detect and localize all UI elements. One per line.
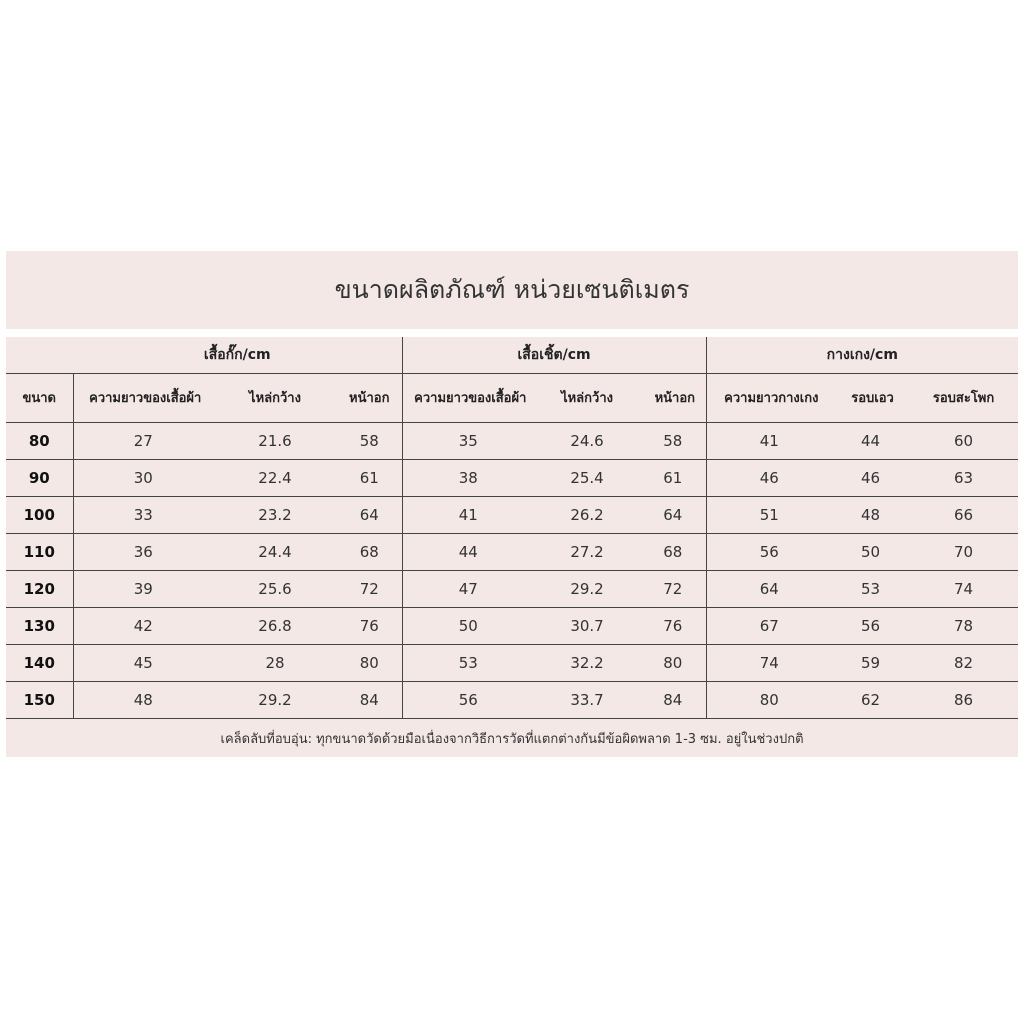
size-cell: 150 <box>6 682 73 719</box>
table-cell: 68 <box>337 534 402 571</box>
table-row <box>6 423 1018 460</box>
table-row <box>6 645 1018 682</box>
table-cell: 44 <box>832 423 909 460</box>
column-header-pants-length: ความยาวกางเกง <box>706 374 832 423</box>
table-cell: 22.4 <box>213 460 337 497</box>
table-body <box>6 423 1018 719</box>
table-cell: 39 <box>73 571 213 608</box>
table-cell: 48 <box>832 497 909 534</box>
column-header-shirt-chest: หน้าอก <box>640 374 706 423</box>
divider <box>6 329 1018 337</box>
table-cell: 51 <box>706 497 832 534</box>
size-cell: 100 <box>6 497 73 534</box>
table-cell: 30.7 <box>534 608 640 645</box>
table-cell: 27 <box>73 423 213 460</box>
table-cell: 63 <box>909 460 1018 497</box>
column-header-waist: รอบเอว <box>832 374 909 423</box>
table-cell: 84 <box>640 682 706 719</box>
column-header-shirt-shoulder: ไหล่กว้าง <box>534 374 640 423</box>
table-cell: 56 <box>706 534 832 571</box>
column-header-shirt-length: ความยาวของเสื้อผ้า <box>402 374 534 423</box>
table-row <box>6 571 1018 608</box>
table-cell: 86 <box>909 682 1018 719</box>
table-cell: 47 <box>402 571 534 608</box>
table-cell: 29.2 <box>534 571 640 608</box>
table-cell: 82 <box>909 645 1018 682</box>
page-title: ขนาดผลิตภัณฑ์ หน่วยเซนติเมตร <box>6 251 1018 329</box>
table-cell: 50 <box>402 608 534 645</box>
table-cell: 45 <box>73 645 213 682</box>
table-cell: 38 <box>402 460 534 497</box>
table-cell: 58 <box>640 423 706 460</box>
table-cell: 58 <box>337 423 402 460</box>
group-header-pants: กางเกง/cm <box>706 337 1018 374</box>
group-header-vest: เสื้อกั๊ก/cm <box>73 337 402 374</box>
footer-note: เคล็ดลับที่อบอุ่น: ทุกขนาดวัดด้วยมือเนื่องจากวิธีการวัดที่แตกต่างกันมีข้อผิดพลาด 1-3 ซม. อยู่ในช่วงปกติ <box>220 731 804 747</box>
table-cell: 84 <box>337 682 402 719</box>
table-cell: 24.4 <box>213 534 337 571</box>
group-header-blank <box>6 337 73 374</box>
column-header-hip: รอบสะโพก <box>909 374 1018 423</box>
table-cell: 30 <box>73 460 213 497</box>
table-cell: 53 <box>402 645 534 682</box>
table-row <box>6 682 1018 719</box>
group-header-row <box>6 337 1018 374</box>
table-cell: 64 <box>640 497 706 534</box>
group-header-shirt: เสื้อเชิ้ต/cm <box>402 337 706 374</box>
table-cell: 60 <box>909 423 1018 460</box>
table-cell: 74 <box>909 571 1018 608</box>
table-cell: 64 <box>337 497 402 534</box>
column-header-vest-chest: หน้าอก <box>337 374 402 423</box>
table-cell: 80 <box>337 645 402 682</box>
size-cell: 80 <box>6 423 73 460</box>
table-cell: 68 <box>640 534 706 571</box>
table-cell: 46 <box>706 460 832 497</box>
column-header-size: ขนาด <box>6 374 73 423</box>
table-cell: 42 <box>73 608 213 645</box>
table-cell: 53 <box>832 571 909 608</box>
table-row <box>6 608 1018 645</box>
table-cell: 33.7 <box>534 682 640 719</box>
column-header-vest-shoulder: ไหล่กว้าง <box>213 374 337 423</box>
table-cell: 24.6 <box>534 423 640 460</box>
table-cell: 29.2 <box>213 682 337 719</box>
table-cell: 25.4 <box>534 460 640 497</box>
size-cell: 110 <box>6 534 73 571</box>
size-cell: 120 <box>6 571 73 608</box>
table-cell: 23.2 <box>213 497 337 534</box>
table-cell: 26.2 <box>534 497 640 534</box>
table-cell: 44 <box>402 534 534 571</box>
table-cell: 48 <box>73 682 213 719</box>
table-cell: 25.6 <box>213 571 337 608</box>
table-cell: 32.2 <box>534 645 640 682</box>
table-cell: 62 <box>832 682 909 719</box>
table-cell: 56 <box>402 682 534 719</box>
footer-row <box>6 719 1018 758</box>
table-cell: 21.6 <box>213 423 337 460</box>
table-cell: 78 <box>909 608 1018 645</box>
table-cell: 26.8 <box>213 608 337 645</box>
column-header-vest-length: ความยาวของเสื้อผ้า <box>73 374 213 423</box>
table-cell: 67 <box>706 608 832 645</box>
table-cell: 80 <box>706 682 832 719</box>
table-cell: 61 <box>640 460 706 497</box>
table-cell: 80 <box>640 645 706 682</box>
size-cell: 130 <box>6 608 73 645</box>
table-row <box>6 497 1018 534</box>
size-table <box>6 337 1018 757</box>
table-cell: 35 <box>402 423 534 460</box>
table-cell: 72 <box>337 571 402 608</box>
size-chart <box>6 251 1018 757</box>
table-row <box>6 534 1018 571</box>
table-cell: 56 <box>832 608 909 645</box>
table-cell: 72 <box>640 571 706 608</box>
table-cell: 66 <box>909 497 1018 534</box>
table-cell: 50 <box>832 534 909 571</box>
table-cell: 70 <box>909 534 1018 571</box>
table-cell: 61 <box>337 460 402 497</box>
table-cell: 33 <box>73 497 213 534</box>
table-cell: 76 <box>640 608 706 645</box>
table-cell: 41 <box>706 423 832 460</box>
table-cell: 28 <box>213 645 337 682</box>
table-cell: 41 <box>402 497 534 534</box>
table-row <box>6 460 1018 497</box>
size-cell: 90 <box>6 460 73 497</box>
table-cell: 76 <box>337 608 402 645</box>
table-cell: 27.2 <box>534 534 640 571</box>
table-cell: 36 <box>73 534 213 571</box>
table-cell: 59 <box>832 645 909 682</box>
size-cell: 140 <box>6 645 73 682</box>
table-cell: 74 <box>706 645 832 682</box>
table-cell: 46 <box>832 460 909 497</box>
column-header-row <box>6 374 1018 423</box>
table-cell: 64 <box>706 571 832 608</box>
